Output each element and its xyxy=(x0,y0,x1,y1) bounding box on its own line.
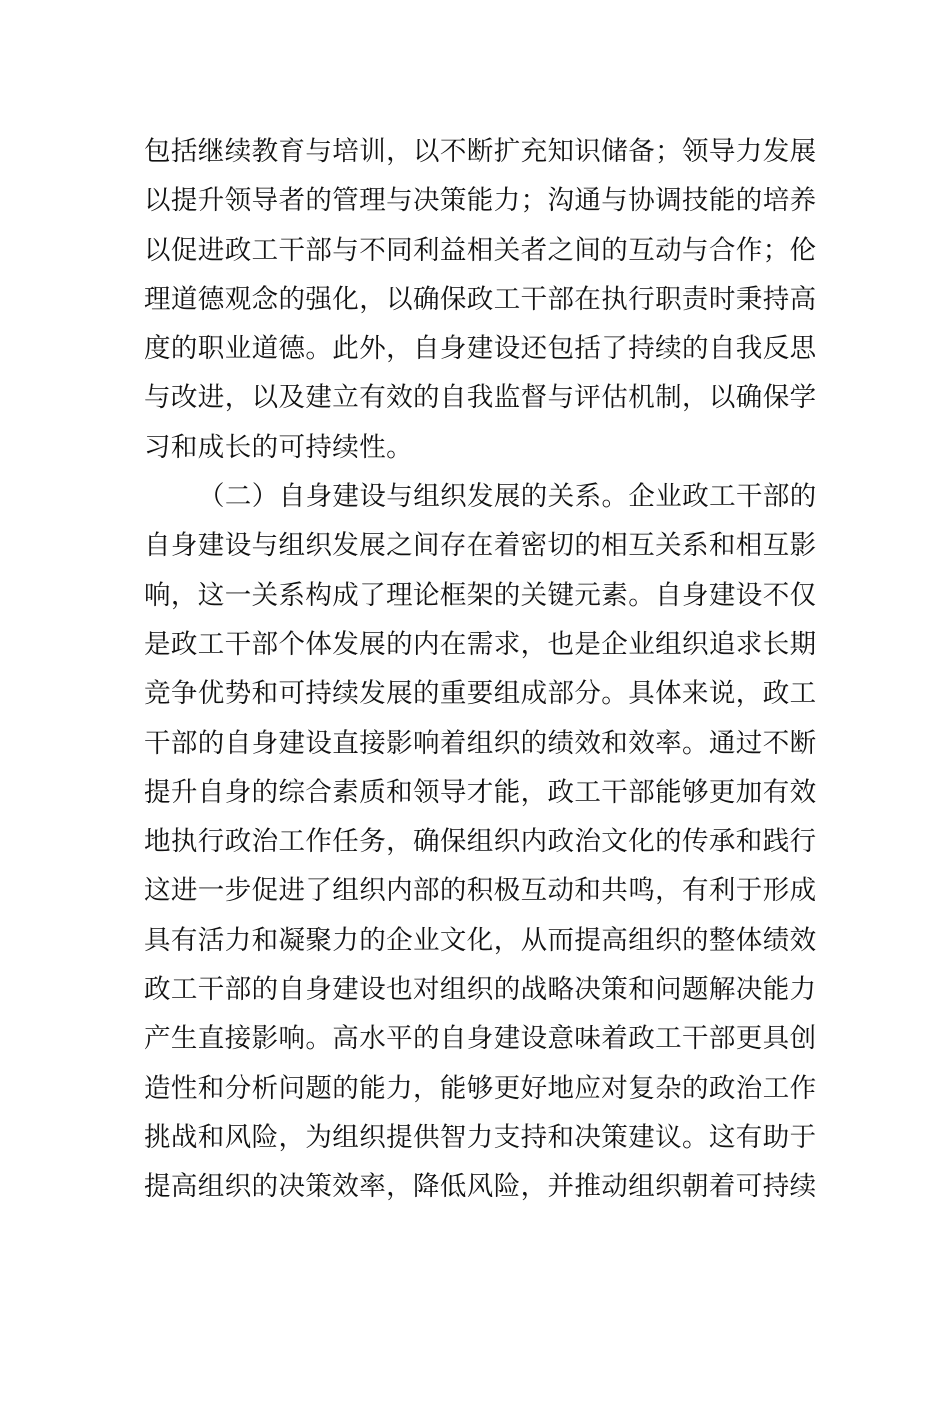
text-line: 地执行政治工作任务，确保组织内政治文化的传承和践行 xyxy=(144,826,817,858)
text-line: 习和成长的可持续性。 xyxy=(144,431,413,463)
text-line: 度的职业道德。此外，自身建设还包括了持续的自我反思 xyxy=(144,333,817,365)
text-line: 理道德观念的强化，以确保政工干部在执行职责时秉持高 xyxy=(144,283,817,315)
text-line: 提高组织的决策效率，降低风险，并推动组织朝着可持续 xyxy=(144,1171,817,1203)
text-line xyxy=(144,1310,814,1359)
text-line xyxy=(144,1261,814,1310)
section-heading-line: （二）自身建设与组织发展的关系。企业政工干部的 xyxy=(198,481,817,513)
paragraph-1 xyxy=(144,127,817,472)
text-line: 挑战和风险，为组织提供智力支持和决策建议。这有助于 xyxy=(144,1121,817,1153)
paragraph-2 xyxy=(144,472,817,1409)
text-line: 以促进政工干部与不同利益相关者之间的互动与合作；伦 xyxy=(144,234,817,266)
text-line: 与改进，以及建立有效的自我监督与评估机制，以确保学 xyxy=(144,382,817,414)
text-line: 以提升领导者的管理与决策能力；沟通与协调技能的培养 xyxy=(144,185,817,217)
text-line: 这进一步促进了组织内部的积极互动和共鸣，有利于形成 xyxy=(144,875,817,907)
text-line: 自身建设与组织发展之间存在着密切的相互关系和相互影 xyxy=(144,530,817,562)
text-line: 是政工干部个体发展的内在需求，也是企业组织追求长期 xyxy=(144,628,817,660)
text-line: 干部的自身建设直接影响着组织的绩效和效率。通过不断 xyxy=(144,727,817,759)
text-line: 造性和分析问题的能力，能够更好地应对复杂的政治工作 xyxy=(144,1072,817,1104)
text-line: 政工干部的自身建设也对组织的战略决策和问题解决能力 xyxy=(144,974,817,1006)
document-body xyxy=(144,127,817,1409)
text-line xyxy=(144,1359,814,1408)
text-line: 产生直接影响。高水平的自身建设意味着政工干部更具创 xyxy=(144,1023,817,1055)
text-line: 提升自身的综合素质和领导才能，政工干部能够更加有效 xyxy=(144,776,817,808)
text-line xyxy=(144,1212,814,1261)
text-line: 响，这一关系构成了理论框架的关键元素。自身建设不仅 xyxy=(144,579,817,611)
text-line: 具有活力和凝聚力的企业文化，从而提高组织的整体绩效 xyxy=(144,924,817,956)
text-line: 竞争优势和可持续发展的重要组成部分。具体来说，政工 xyxy=(144,678,817,710)
text-line: 包括继续教育与培训，以不断扩充知识储备；领导力发展 xyxy=(144,136,817,167)
